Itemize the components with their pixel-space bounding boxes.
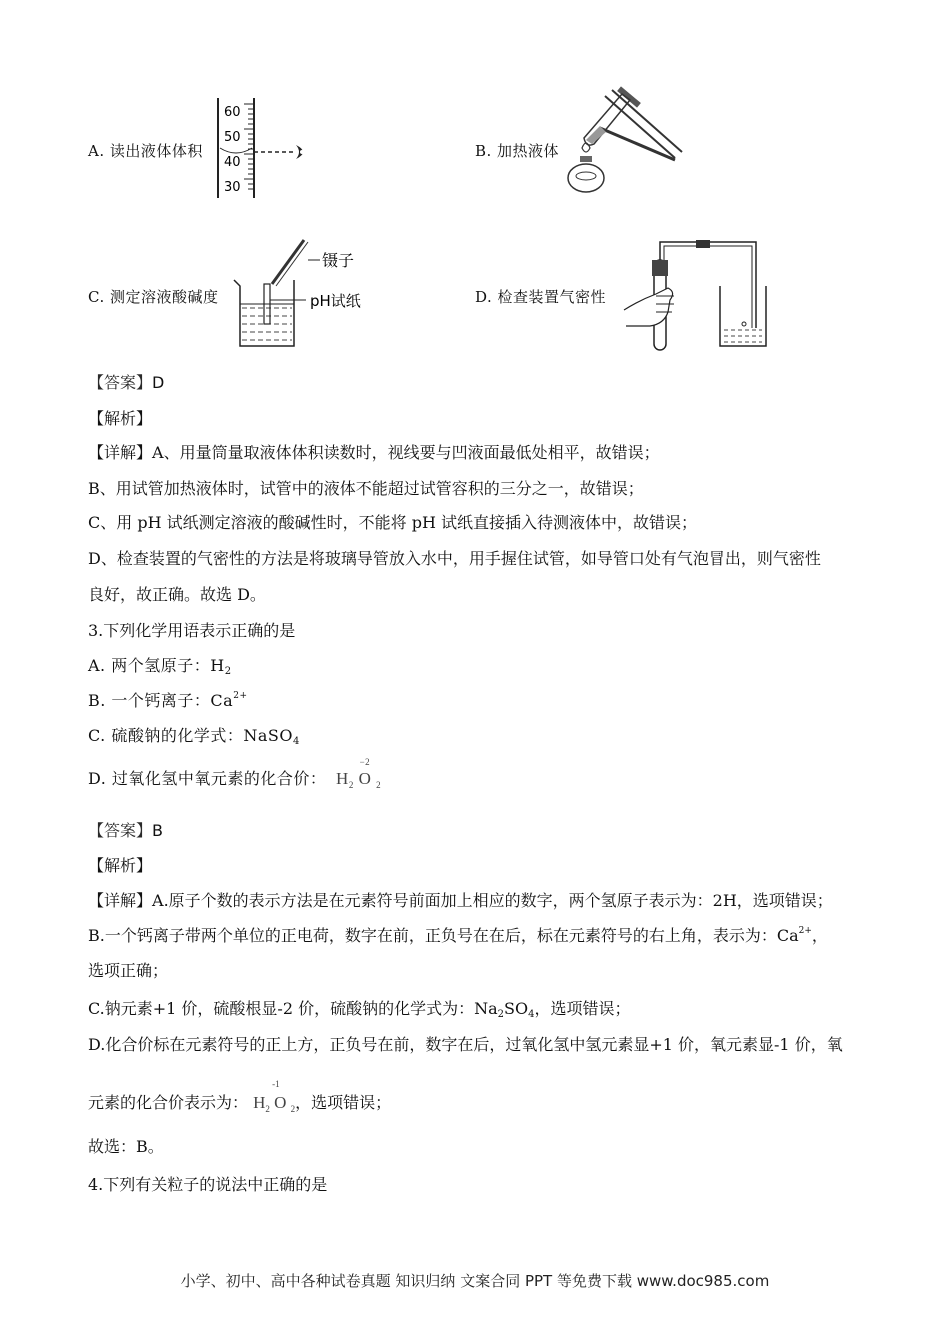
q2-analysis-label: 【解析】 [88,409,153,428]
q3-detail-b2: 选项正确； [88,961,169,980]
formula-o: O [274,1093,287,1112]
option-text: B. 一个钙离子：Ca [88,691,234,710]
detail-text: SO [504,999,529,1018]
q3-conclusion: 故选：B。 [88,1137,164,1156]
subscript: 2 [497,1009,505,1020]
option-text: C. 硫酸钠的化学式：NaSO [88,726,293,745]
q3-detail-c [88,996,631,1020]
q2-detail-d1: D、检查装置的气密性的方法是将玻璃导管放入水中，用手握住试管，如导管口处有气泡冒出，则气密性 [88,549,821,568]
subscript: 4 [292,736,300,747]
figure-cylinder-reading [212,98,322,200]
page-footer: 小学、初中、高中各种试卷真题 知识归纳 文案合同 PPT 等免费下载 www.doc985.com [180,1272,770,1290]
q2-detail-b: B、用试管加热液体时，试管中的液体不能超过试管容积的三分之一，故错误； [88,479,644,498]
q3-option-d [88,757,382,790]
answer-label: 【答案】 [88,821,153,840]
detail-text: ，选项错误； [534,999,631,1018]
q3-detail-a [88,888,833,911]
tick-label: 60 [224,105,241,120]
superscript: 2+ [798,926,812,936]
detail-label: 【详解】 [88,891,153,910]
q3-option-b [88,688,248,711]
q2-detail-a [88,440,660,463]
q3-stem: 3.下列化学用语表示正确的是 [88,621,296,640]
superscript: 2+ [233,691,248,701]
ph-paper-label: pH试纸 [310,292,361,310]
formula-h: H [253,1093,266,1112]
q4-stem: 4.下列有关粒子的说法中正确的是 [88,1175,328,1194]
formula-h: H [336,769,349,788]
q3-option-a [88,653,232,677]
punctuation: ， [811,926,828,945]
detail-text: C.钠元素+1 价，硫酸根显-2 价，硫酸钠的化学式为：Na [88,999,498,1018]
valence-mark: −2 [359,757,371,767]
valence-mark: -1 [272,1079,280,1089]
option-c-label: C. 测定溶液酸碱度 [88,288,219,306]
detail-text: B.一个钙离子带两个单位的正电荷，数字在前，正负号在在后，标在元素符号的右上角，表示为：Ca [88,926,799,945]
formula-o: O [358,769,372,788]
tick-label: 40 [224,155,241,170]
option-b-label: B. 加热液体 [475,142,560,160]
valence-formula [253,1079,296,1114]
formula-o-group [272,1079,291,1112]
tweezers-label: 镊子 [322,251,355,270]
q3-detail-d2 [88,1079,392,1114]
q3-answer-line [88,818,163,841]
tick-label: 30 [224,180,241,195]
formula-o-sub: 2 [290,1104,296,1114]
detail-text: ，选项错误； [295,1093,392,1112]
formula-o-group [358,757,377,788]
option-d-label: D. 检查装置气密性 [475,288,607,306]
option-text: A. 两个氢原子：H [88,656,225,675]
q2-answer-line [88,370,164,393]
detail-text: A.原子个数的表示方法是在元素符号前面加上相应的数字，两个氢原子表示为：2H，选项错误； [152,891,833,910]
figure-ph-test [228,234,378,350]
option-text: D. 过氧化氢中氧元素的化合价： [88,769,327,788]
formula-h-sub: 2 [265,1104,270,1114]
q3-detail-d1: D.化合价标在元素符号的正上方，正负号在前，数字在后，过氧化氢中氢元素显+1 价，氧元素显-1 价，氧 [88,1035,843,1054]
q2-detail-d2: 良好，故正确。故选 D。 [88,585,266,604]
tick-label: 50 [224,130,241,145]
q2-detail-c: C、用 pH 试纸测定溶液的酸碱性时，不能将 pH 试纸直接插入待测液体中，故错误； [88,513,697,532]
figure-airtightness-check [620,234,775,350]
detail-text: A、用量筒量取液体体积读数时，视线要与凹液面最低处相平，故错误； [152,443,660,462]
detail-text: 元素的化合价表示为： [88,1093,249,1112]
figure-heating-liquid [560,86,685,198]
answer-value: B [152,821,163,840]
q3-option-c [88,723,300,747]
answer-value: D [152,373,165,392]
answer-label: 【答案】 [88,373,153,392]
subscript: 4 [528,1009,535,1020]
detail-label: 【详解】 [88,443,153,462]
option-a-label: A. 读出液体体积 [88,142,203,160]
valence-formula [336,757,382,790]
q3-analysis-label: 【解析】 [88,856,153,875]
formula-o-sub: 2 [376,780,382,790]
formula-h-sub: 2 [348,780,354,790]
subscript: 2 [224,666,232,677]
q3-detail-b1 [88,923,828,946]
